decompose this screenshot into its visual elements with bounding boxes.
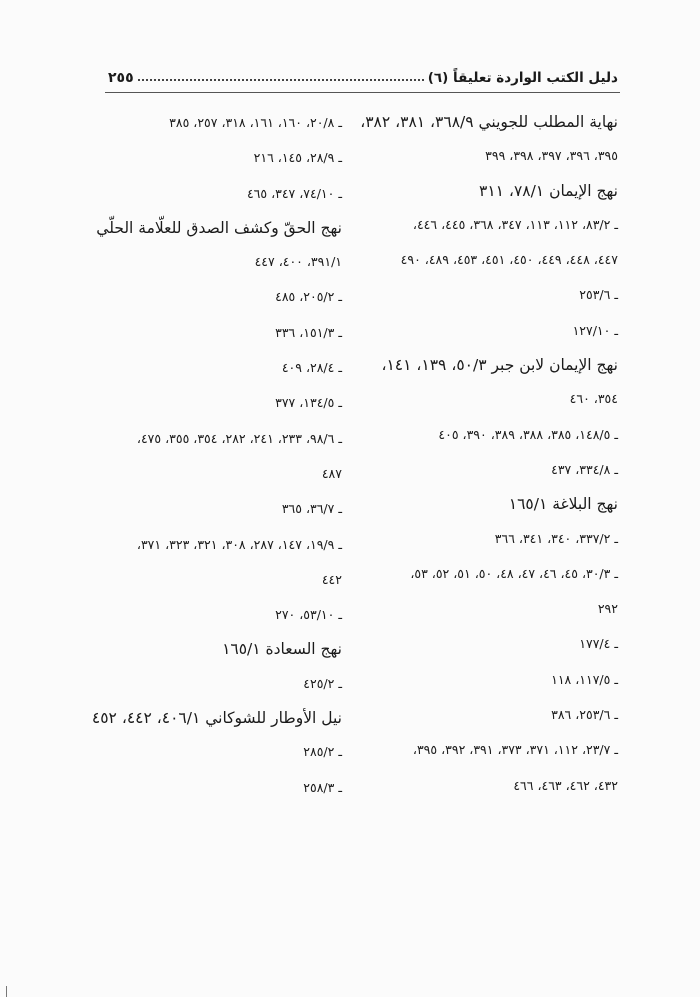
index-entry-heading: نيل الأوطار للشوكاني ٤٠٦/١، ٤٤٢، ٤٥٢ [91, 709, 342, 728]
index-entry-line: ـ ٣٦/٧، ٣٦٥ [281, 501, 342, 517]
index-entry-line: ـ ٢٥٣/٦، ٣٨٦ [551, 707, 618, 723]
index-entry-line: ـ ١١٧/٥، ١١٨ [551, 671, 618, 687]
index-entry-line: ـ ٩٨/٦، ٢٣٣، ٢٤١، ٢٨٢، ٣٥٤، ٣٥٥، ٤٧٥، [136, 430, 342, 446]
index-entry-heading: نهج الإيمان لابن جبر ٥٠/٣، ١٣٩، ١٤١، [381, 356, 618, 375]
page-number: ٢٥٥ [108, 70, 134, 86]
index-entry-line: ٤٣٢، ٤٦٢، ٤٦٣، ٤٦٦ [513, 777, 618, 793]
header-dot-leader [138, 79, 424, 81]
index-entry-line: ٤٨٧ [321, 465, 342, 481]
running-header [108, 62, 618, 86]
index-entry-line: ـ ٣٣٤/٨، ٤٣٧ [551, 461, 618, 477]
index-entry-line: ـ ٢٠٥/٢، ٤٨٥ [275, 289, 342, 305]
index-entry-line: ـ ٢٥٣/٦ [579, 287, 618, 303]
index-entry-line: ـ ٥٣/١٠، ٢٧٠ [275, 607, 342, 623]
index-column-left [80, 113, 342, 813]
index-entry-line: ـ ٢٥٨/٣ [303, 779, 342, 795]
index-entry-line: ٣٥٤، ٤٦٠ [569, 391, 618, 407]
index-entry-line: ٣٩١/١، ٤٠٠، ٤٤٧ [254, 254, 342, 270]
index-entry-heading: نهاية المطلب للجويني ٣٦٨/٩، ٣٨١، ٣٨٢، [360, 113, 618, 131]
index-column-right [360, 113, 618, 811]
index-entry-line: ـ ٤٢٥/٢ [303, 675, 342, 691]
index-entry-line: ـ ٢٣/٧، ١١٢، ٣٧١، ٣٧٣، ٣٩١، ٣٩٢، ٣٩٥، [412, 742, 618, 758]
index-entry-line: ـ ١٤٨/٥، ٣٨٥، ٣٨٨، ٣٨٩، ٣٩٠، ٤٠٥ [438, 426, 618, 442]
index-entry-line: ـ ٨٣/٢، ١١٢، ١١٣، ٣٤٧، ٣٦٨، ٤٤٥، ٤٤٦، [412, 216, 618, 232]
index-entry-line: ـ ٣٣٧/٢، ٣٤٠، ٣٤١، ٣٦٦ [494, 530, 618, 546]
index-entry-line: ٢٩٢ [597, 601, 618, 617]
index-entry-line: ـ ١٣٤/٥، ٣٧٧ [275, 395, 342, 411]
index-entry-line: ـ ٢٨/٩، ١٤٥، ٢١٦ [253, 150, 342, 166]
index-entry-heading: نهج الحقّ وكشف الصدق للعلّامة الحلّي [96, 218, 342, 237]
index-entry-heading: نهج السعادة ١٦٥/١ [222, 640, 342, 659]
index-entry-heading: نهج البلاغة ١٦٥/١ [508, 495, 618, 514]
index-entry-line: ٣٩٥، ٣٩٦، ٣٩٧، ٣٩٨، ٣٩٩ [485, 148, 618, 164]
page-edge-mark [6, 986, 7, 997]
running-header-title: دليل الكتب الواردة تعليقاً (٦) [427, 70, 618, 86]
index-entry-line: ـ ٢٠/٨، ١٦٠، ١٦١، ٣١٨، ٢٥٧، ٣٨٥ [169, 115, 342, 130]
index-entry-line: ـ ٢٨/٤، ٤٠٩ [281, 360, 342, 376]
index-entry-line: ـ ٣٠/٣، ٤٥، ٤٦، ٤٧، ٤٨، ٥٠، ٥١، ٥٢، ٥٣، [410, 565, 618, 581]
index-entry-line: ـ ٢٨٥/٢ [303, 744, 342, 760]
index-entry-line: ـ ١٥١/٣، ٣٣٦ [275, 324, 342, 340]
index-entry-line: ـ ١٢٧/١٠ [572, 322, 618, 338]
index-entry-line: ٤٤٧، ٤٤٨، ٤٤٩، ٤٥٠، ٤٥١، ٤٥٣، ٤٨٩، ٤٩٠ [400, 252, 618, 268]
index-entry-heading: نهج الإيمان ٧٨/١، ٣١١ [479, 181, 618, 200]
header-rule [105, 92, 620, 93]
index-entry-line: ٤٤٢ [321, 571, 342, 587]
index-entry-line: ـ ٧٤/١٠، ٣٤٧، ٤٦٥ [246, 185, 342, 201]
index-entry-line: ـ ١٩/٩، ١٤٧، ٢٨٧، ٣٠٨، ٣٢١، ٣٢٣، ٣٧١، [136, 536, 342, 552]
index-entry-line: ـ ١٧٧/٤ [579, 636, 618, 652]
